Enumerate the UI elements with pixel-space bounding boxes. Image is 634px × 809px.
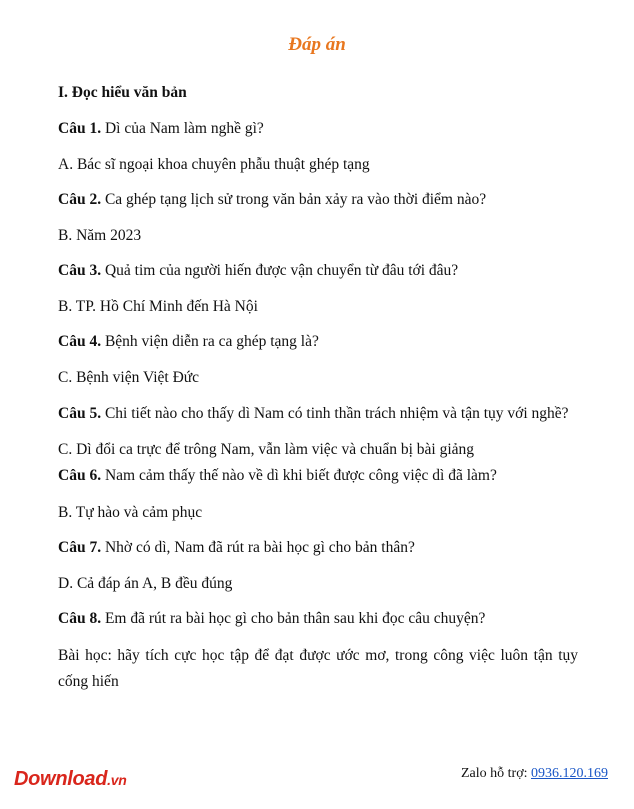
zalo-label: Zalo hỗ trợ: bbox=[461, 766, 531, 781]
question-7 bbox=[58, 539, 415, 557]
logo-tld: .vn bbox=[107, 772, 127, 788]
question-6 bbox=[58, 467, 497, 485]
answer-7: D. Cả đáp án A, B đều đúng bbox=[58, 575, 233, 592]
question-label: Câu 8. bbox=[58, 610, 102, 627]
question-label: Câu 6. bbox=[58, 467, 102, 484]
download-vn-logo[interactable] bbox=[14, 768, 126, 791]
question-text: Chi tiết nào cho thấy dì Nam có tinh thần trách nhiệm và tận tụy với nghề? bbox=[101, 405, 569, 422]
question-label: Câu 1. bbox=[58, 120, 102, 137]
answer-5: C. Dì đổi ca trực để trông Nam, vẫn làm việc và chuẩn bị bài giảng bbox=[58, 441, 475, 458]
section-heading: I. Đọc hiểu văn bản bbox=[58, 84, 187, 101]
lesson-paragraph: Bài học: hãy tích cực học tập để đạt được ước mơ, trong công việc luôn tận tụy cống hiến bbox=[58, 647, 578, 690]
question-text: Nhờ có dì, Nam đã rút ra bài học gì cho bản thân? bbox=[101, 539, 415, 556]
question-label: Câu 2. bbox=[58, 191, 102, 208]
question-5 bbox=[58, 405, 569, 423]
answer-4: C. Bệnh viện Việt Đức bbox=[58, 369, 200, 386]
answer-3: B. TP. Hồ Chí Minh đến Hà Nội bbox=[58, 298, 258, 315]
question-label: Câu 7. bbox=[58, 539, 102, 556]
question-text: Em đã rút ra bài học gì cho bản thân sau khi đọc câu chuyện? bbox=[101, 610, 486, 627]
logo-text: Download bbox=[14, 768, 108, 790]
answer-1: A. Bác sĩ ngoại khoa chuyên phẫu thuật ghép tạng bbox=[58, 156, 370, 173]
question-2 bbox=[58, 191, 486, 209]
answer-6: B. Tự hào và cảm phục bbox=[58, 504, 203, 521]
question-label: Câu 4. bbox=[58, 333, 102, 350]
question-label: Câu 3. bbox=[58, 262, 102, 279]
document-title: Đáp án bbox=[288, 34, 346, 55]
question-text: Bệnh viện diễn ra ca ghép tạng là? bbox=[101, 333, 319, 350]
question-label: Câu 5. bbox=[58, 405, 102, 422]
question-text: Dì của Nam làm nghề gì? bbox=[101, 120, 264, 137]
question-text: Nam cảm thấy thế nào về dì khi biết được công việc dì đã làm? bbox=[101, 467, 497, 484]
question-text: Ca ghép tạng lịch sử trong văn bản xảy ra vào thời điểm nào? bbox=[101, 191, 487, 208]
answer-2: B. Năm 2023 bbox=[58, 227, 142, 244]
question-1 bbox=[58, 120, 264, 138]
zalo-support bbox=[461, 766, 608, 782]
question-text: Quả tim của người hiến được vận chuyển từ đâu tới đâu? bbox=[101, 262, 459, 279]
question-4 bbox=[58, 333, 319, 351]
question-8 bbox=[58, 610, 485, 628]
question-3 bbox=[58, 262, 458, 280]
zalo-phone-link[interactable]: 0936.120.169 bbox=[531, 766, 608, 781]
